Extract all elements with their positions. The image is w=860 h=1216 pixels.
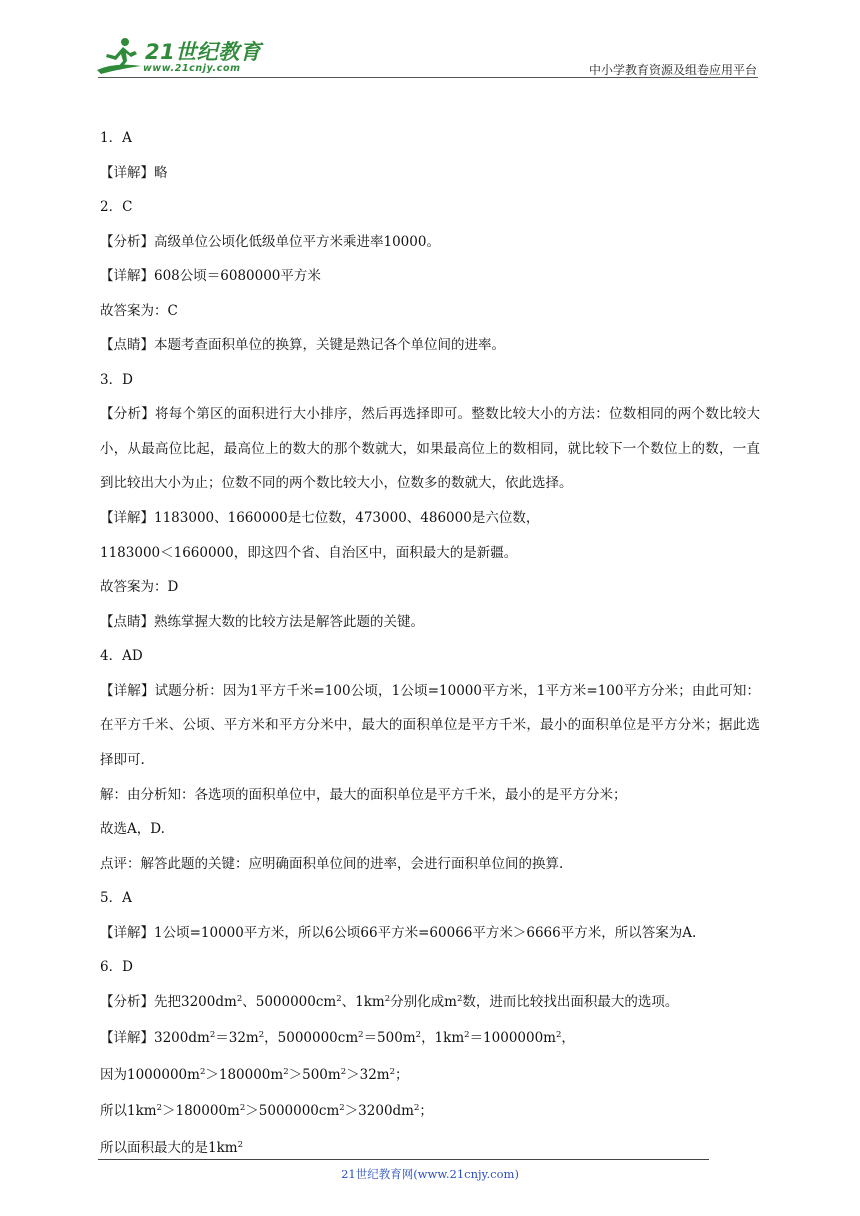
logo xyxy=(95,36,265,78)
answer-6-detail: 【详解】$3200dm^2=32m^2$，$5000000cm^2=500m^2$，$1km^2=1000000m^2$， xyxy=(100,1030,575,1046)
answer-4-choice: 4．AD xyxy=(100,648,143,664)
answer-1-choice: 1．A xyxy=(100,130,132,146)
answer-5-detail: 【详解】1公顷=10000平方米，所以6公顷66平方米=60066平方米＞6666平方米，所以答案为A. xyxy=(100,924,697,941)
answer-6-compare: 因为$1000000m^2>180000m^2>500m^2>32m^2$； xyxy=(100,1066,409,1083)
answer-2-comment: 【点睛】本题考查面积单位的换算，关键是熟记各个单位间的进率。 xyxy=(100,337,505,353)
answer-2-analysis: 【分析】高级单位公顷化低级单位平方米乘进率10000。 xyxy=(100,233,440,250)
answer-3-conclusion: 故答案为：D xyxy=(100,579,179,595)
footer-divider xyxy=(98,1159,709,1160)
answer-3-comment: 【点睛】熟练掌握大数的比较方法是解答此题的关键。 xyxy=(100,613,424,630)
answer-1-detail: 【详解】略 xyxy=(100,164,168,181)
answer-6-analysis: 【分析】先把$3200dm^2$、$5000000cm^2$、$1km^2$分别化成$m^2$数，进而比较找出面积最大的选项。 xyxy=(100,993,679,1010)
answer-3-detail: 【详解】1183000、1660000是七位数，473000、486000是六位数， xyxy=(100,510,540,526)
answer-2-conclusion: 故答案为：C xyxy=(100,302,178,319)
page-header xyxy=(0,0,860,90)
runner-logo-icon xyxy=(95,36,143,78)
answer-6-order: 所以$1km^2>180000m^2>5000000cm^2>3200dm^2$； xyxy=(100,1103,433,1119)
answer-3-analysis: 【分析】将每个第区的面积进行大小排序，然后再选择即可。整数比较大小的方法：位数相同的两个数比较大小，从最高位比起，最高位上的数大的那个数就大，如果最高位上的数相同，就比较下一个数位上的数，一直到比较出大小为止；位数不同的两个数比较大小，位数多的数就大，依此选择。 xyxy=(100,406,760,491)
answer-3-detail-cont: 1183000＜1660000，即这四个省、自治区中，面积最大的是新疆。 xyxy=(100,544,518,561)
answer-4-solution: 解：由分析知：各选项的面积单位中，最大的面积单位是平方千米，最小的是平方分米； xyxy=(100,786,627,803)
answer-6-conclusion: 所以面积最大的是$1km^2$ xyxy=(100,1139,243,1156)
logo-site-text: www.21cnjy.com xyxy=(143,63,241,74)
header-divider xyxy=(98,77,758,78)
answer-content xyxy=(100,128,760,1174)
answer-6-choice: 6．D xyxy=(100,959,133,975)
page-footer: 21世纪教育网(www.21cnjy.com) xyxy=(341,1167,519,1181)
answer-4-conclusion: 故选A，D. xyxy=(100,821,165,837)
answer-2-detail: 【详解】608公顷＝6080000平方米 xyxy=(100,268,321,284)
answer-4-detail: 【详解】试题分析：因为1平方千米=100公顷，1公顷=10000平方米，1平方米=100平方分米；由此可知：在平方千米、公顷、平方米和平方分米中，最大的面积单位是平方千米，最小的面积单位是平方分米；据此选择即可. xyxy=(100,682,760,768)
answer-2-choice: 2．C xyxy=(100,199,133,215)
logo-brand-text: 21世纪教育 xyxy=(145,40,262,64)
answer-3-choice: 3．D xyxy=(100,371,133,388)
header-slogan: 中小学教育资源及组卷应用平台 xyxy=(588,63,757,77)
answer-4-review: 点评：解答此题的关键：应明确面积单位间的进率，会进行面积单位间的换算. xyxy=(100,855,564,872)
answer-5-choice: 5．A xyxy=(100,890,132,906)
